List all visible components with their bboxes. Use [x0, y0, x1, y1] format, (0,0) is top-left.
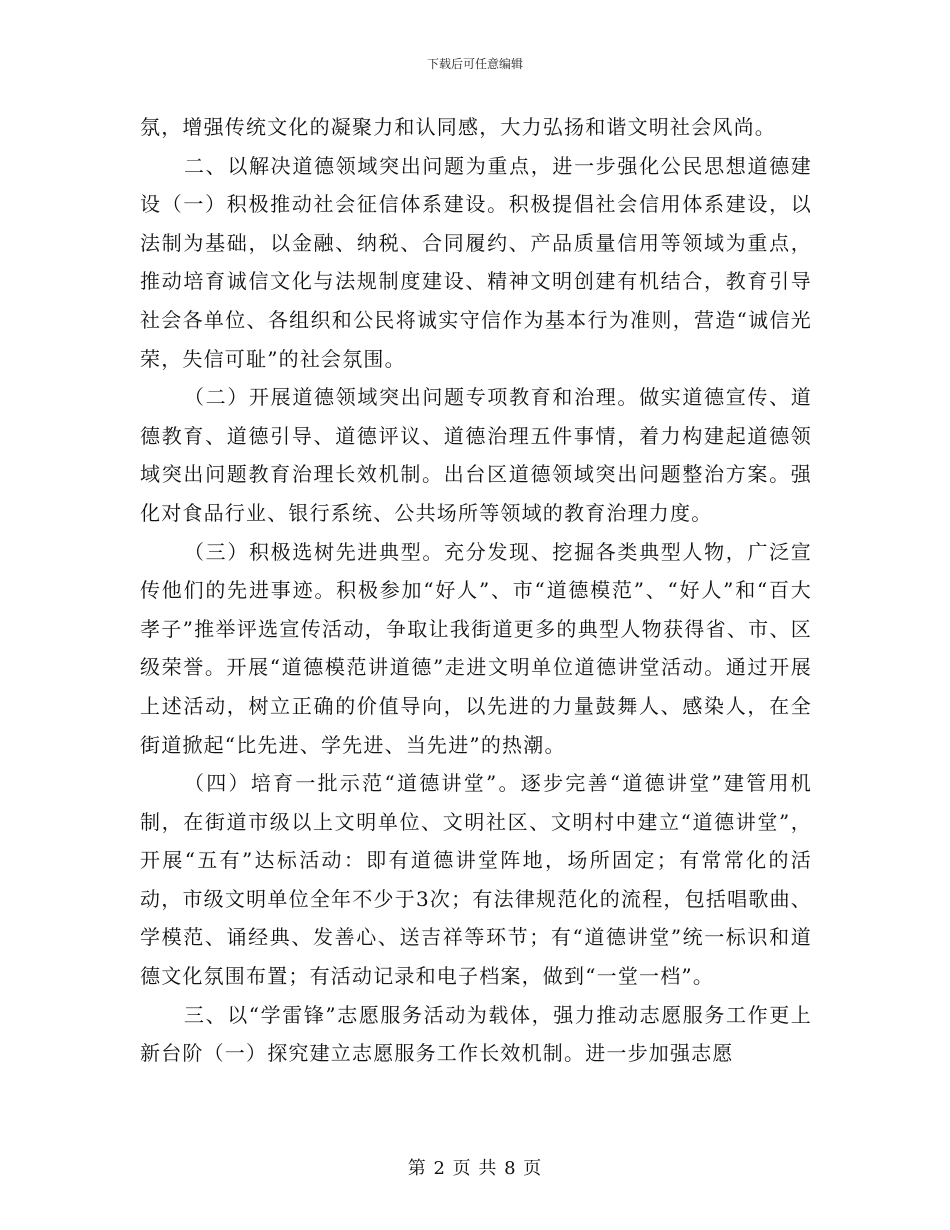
page-header: 下载后可任意编辑 [426, 57, 523, 71]
page-number-footer: 第 2 页 共 8 页 [407, 1158, 543, 1179]
paragraph-continuation: 氛，增强传统文化的凝聚力和认同感，大力弘扬和谐文明社会风尚。 [140, 115, 776, 139]
paragraph-item-three: （三）积极选树先进典型。充分发现、挖掘各类典型人物，广泛宣传他们的先进事迹。积极参加“好人”、市“道德模范”、“好人”和“百大孝子”推举评选宣传活动，争取让我街道更多的典型人物获得省、市、区级荣誉。开展“道德模范讲道德”走进文明单位道德讲堂活动。通过开展上述活动，树立正确的价值导向，以先进的力量鼓舞人、感染人，在全街道掀起“比先进、学先进、当先进”的热潮。 [140, 539, 812, 757]
paragraph-item-four: （四）培育一批示范“道德讲堂”。逐步完善“道德讲堂”建管用机制，在街道市级以上文明单位、文明社区、文明村中建立“道德讲堂”，开展“五有”达标活动：即有道德讲堂阵地，场所固定；有常常化的活动，市级文明单位全年不少于3次；有法律规范化的流程，包括唱歌曲、学模范、诵经典、发善心、送吉祥等环节；有“道德讲堂”统一标识和道德文化氛围布置；有活动记录和电子档案，做到“一堂一档”。 [140, 771, 812, 989]
paragraph-section-three: 三、以“学雷锋”志愿服务活动为载体，强力推动志愿服务工作更上新台阶（一）探究建立志愿服务工作长效机制。进一步加强志愿 [140, 1002, 812, 1066]
document-body [140, 108, 812, 1073]
paragraph-section-two: 二、以解决道德领域突出问题为重点，进一步强化公民思想道德建设（一）积极推动社会征信体系建设。积极提倡社会信用体系建设，以法制为基础，以金融、纳税、合同履约、产品质量信用等领域为重点，推动培育诚信文化与法规制度建设、精神文明创建有机结合，教育引导社会各单位、各组织和公民将诚实守信作为基本行为准则，营造“诚信光荣，失信可耻”的社会氛围。 [140, 153, 812, 371]
paragraph-item-two: （二）开展道德领域突出问题专项教育和治理。做实道德宣传、道德教育、道德引导、道德评议、道德治理五件事情，着力构建起道德领域突出问题教育治理长效机制。出台区道德领域突出问题整治方案。强化对食品行业、银行系统、公共场所等领域的教育治理力度。 [140, 385, 812, 525]
